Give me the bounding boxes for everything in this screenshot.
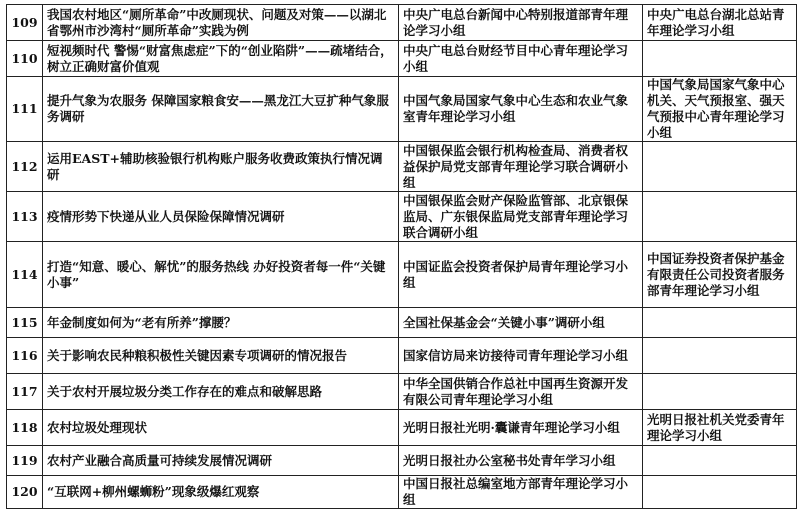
project-unit: 光明日报社办公室秘书处青年学习小组 <box>399 446 643 476</box>
table-row <box>7 338 797 374</box>
recommending-unit: 中国证券投资者保护基金有限责任公司投资者服务部青年理论学习小组 <box>643 242 797 308</box>
row-number: 117 <box>7 374 43 410</box>
project-unit: 中国日报社总编室地方部青年理论学习小组 <box>399 476 643 509</box>
recommending-unit: 中国气象局国家气象中心机关、天气预报室、强天气预报中心青年理论学习小组 <box>643 77 797 142</box>
project-title: “互联网+柳州螺蛳粉”现象级爆红观察 <box>43 476 399 509</box>
project-unit: 中国气象局国家气象中心生态和农业气象室青年理论学习小组 <box>399 77 643 142</box>
project-title: 农村垃圾处理现状 <box>43 410 399 446</box>
recommending-unit: 中央广电总台湖北总站青年理论学习小组 <box>643 5 797 41</box>
row-number: 118 <box>7 410 43 446</box>
project-unit: 中央广电总台新闻中心特别报道部青年理论学习小组 <box>399 5 643 41</box>
recommending-unit <box>643 308 797 338</box>
project-title: 疫情形势下快递从业人员保险保障情况调研 <box>43 192 399 242</box>
project-title: 农村产业融合高质量可持续发展情况调研 <box>43 446 399 476</box>
project-title: 运用EAST+辅助核验银行机构账户服务收费政策执行情况调研 <box>43 142 399 192</box>
recommending-unit <box>643 446 797 476</box>
row-number: 110 <box>7 41 43 77</box>
project-unit: 国家信访局来访接待司青年理论学习小组 <box>399 338 643 374</box>
project-title: 关于影响农民种粮积极性关键因素专项调研的情况报告 <box>43 338 399 374</box>
table-row <box>7 242 797 308</box>
project-title: 短视频时代 警惕“财富焦虑症”下的“创业陷阱”——疏堵结合，树立正确财富价值观 <box>43 41 399 77</box>
recommending-unit <box>643 192 797 242</box>
row-number: 113 <box>7 192 43 242</box>
table-row <box>7 374 797 410</box>
row-number: 109 <box>7 5 43 41</box>
table-row <box>7 308 797 338</box>
row-number: 119 <box>7 446 43 476</box>
project-title: 年金制度如何为“老有所养”撑腰？ <box>43 308 399 338</box>
project-unit: 光明日报社光明·囊谦青年理论学习小组 <box>399 410 643 446</box>
table-row <box>7 5 797 41</box>
table-row <box>7 410 797 446</box>
recommending-unit: 光明日报社机关党委青年理论学习小组 <box>643 410 797 446</box>
project-title: 我国农村地区“厕所革命”中改厕现状、问题及对策——以湖北省鄂州市沙湾村“厕所革命”实践为例 <box>43 5 399 41</box>
recommending-unit <box>643 338 797 374</box>
project-unit: 中国证监会投资者保护局青年理论学习小组 <box>399 242 643 308</box>
project-unit: 中央广电总台财经节目中心青年理论学习小组 <box>399 41 643 77</box>
project-unit: 中华全国供销合作总社中国再生资源开发有限公司青年理论学习小组 <box>399 374 643 410</box>
project-table <box>6 4 797 509</box>
project-title: 提升气象为农服务 保障国家粮食安——黑龙江大豆扩种气象服务调研 <box>43 77 399 142</box>
row-number: 115 <box>7 308 43 338</box>
table-row <box>7 41 797 77</box>
project-title: 关于农村开展垃圾分类工作存在的难点和破解思路 <box>43 374 399 410</box>
table-row <box>7 192 797 242</box>
row-number: 116 <box>7 338 43 374</box>
table-row <box>7 77 797 142</box>
recommending-unit <box>643 374 797 410</box>
recommending-unit <box>643 142 797 192</box>
project-unit: 全国社保基金会“关键小事”调研小组 <box>399 308 643 338</box>
row-number: 111 <box>7 77 43 142</box>
project-title: 打造“知意、暖心、解忧”的服务热线 办好投资者每一件“关键小事” <box>43 242 399 308</box>
project-unit: 中国银保监会银行机构检查局、消费者权益保护局党支部青年理论学习联合调研小组 <box>399 142 643 192</box>
recommending-unit <box>643 41 797 77</box>
table-row <box>7 142 797 192</box>
recommending-unit <box>643 476 797 509</box>
row-number: 112 <box>7 142 43 192</box>
table-row <box>7 446 797 476</box>
row-number: 120 <box>7 476 43 509</box>
table-row <box>7 476 797 509</box>
project-unit: 中国银保监会财产保险监管部、北京银保监局、广东银保监局党支部青年理论学习联合调研小组 <box>399 192 643 242</box>
row-number: 114 <box>7 242 43 308</box>
